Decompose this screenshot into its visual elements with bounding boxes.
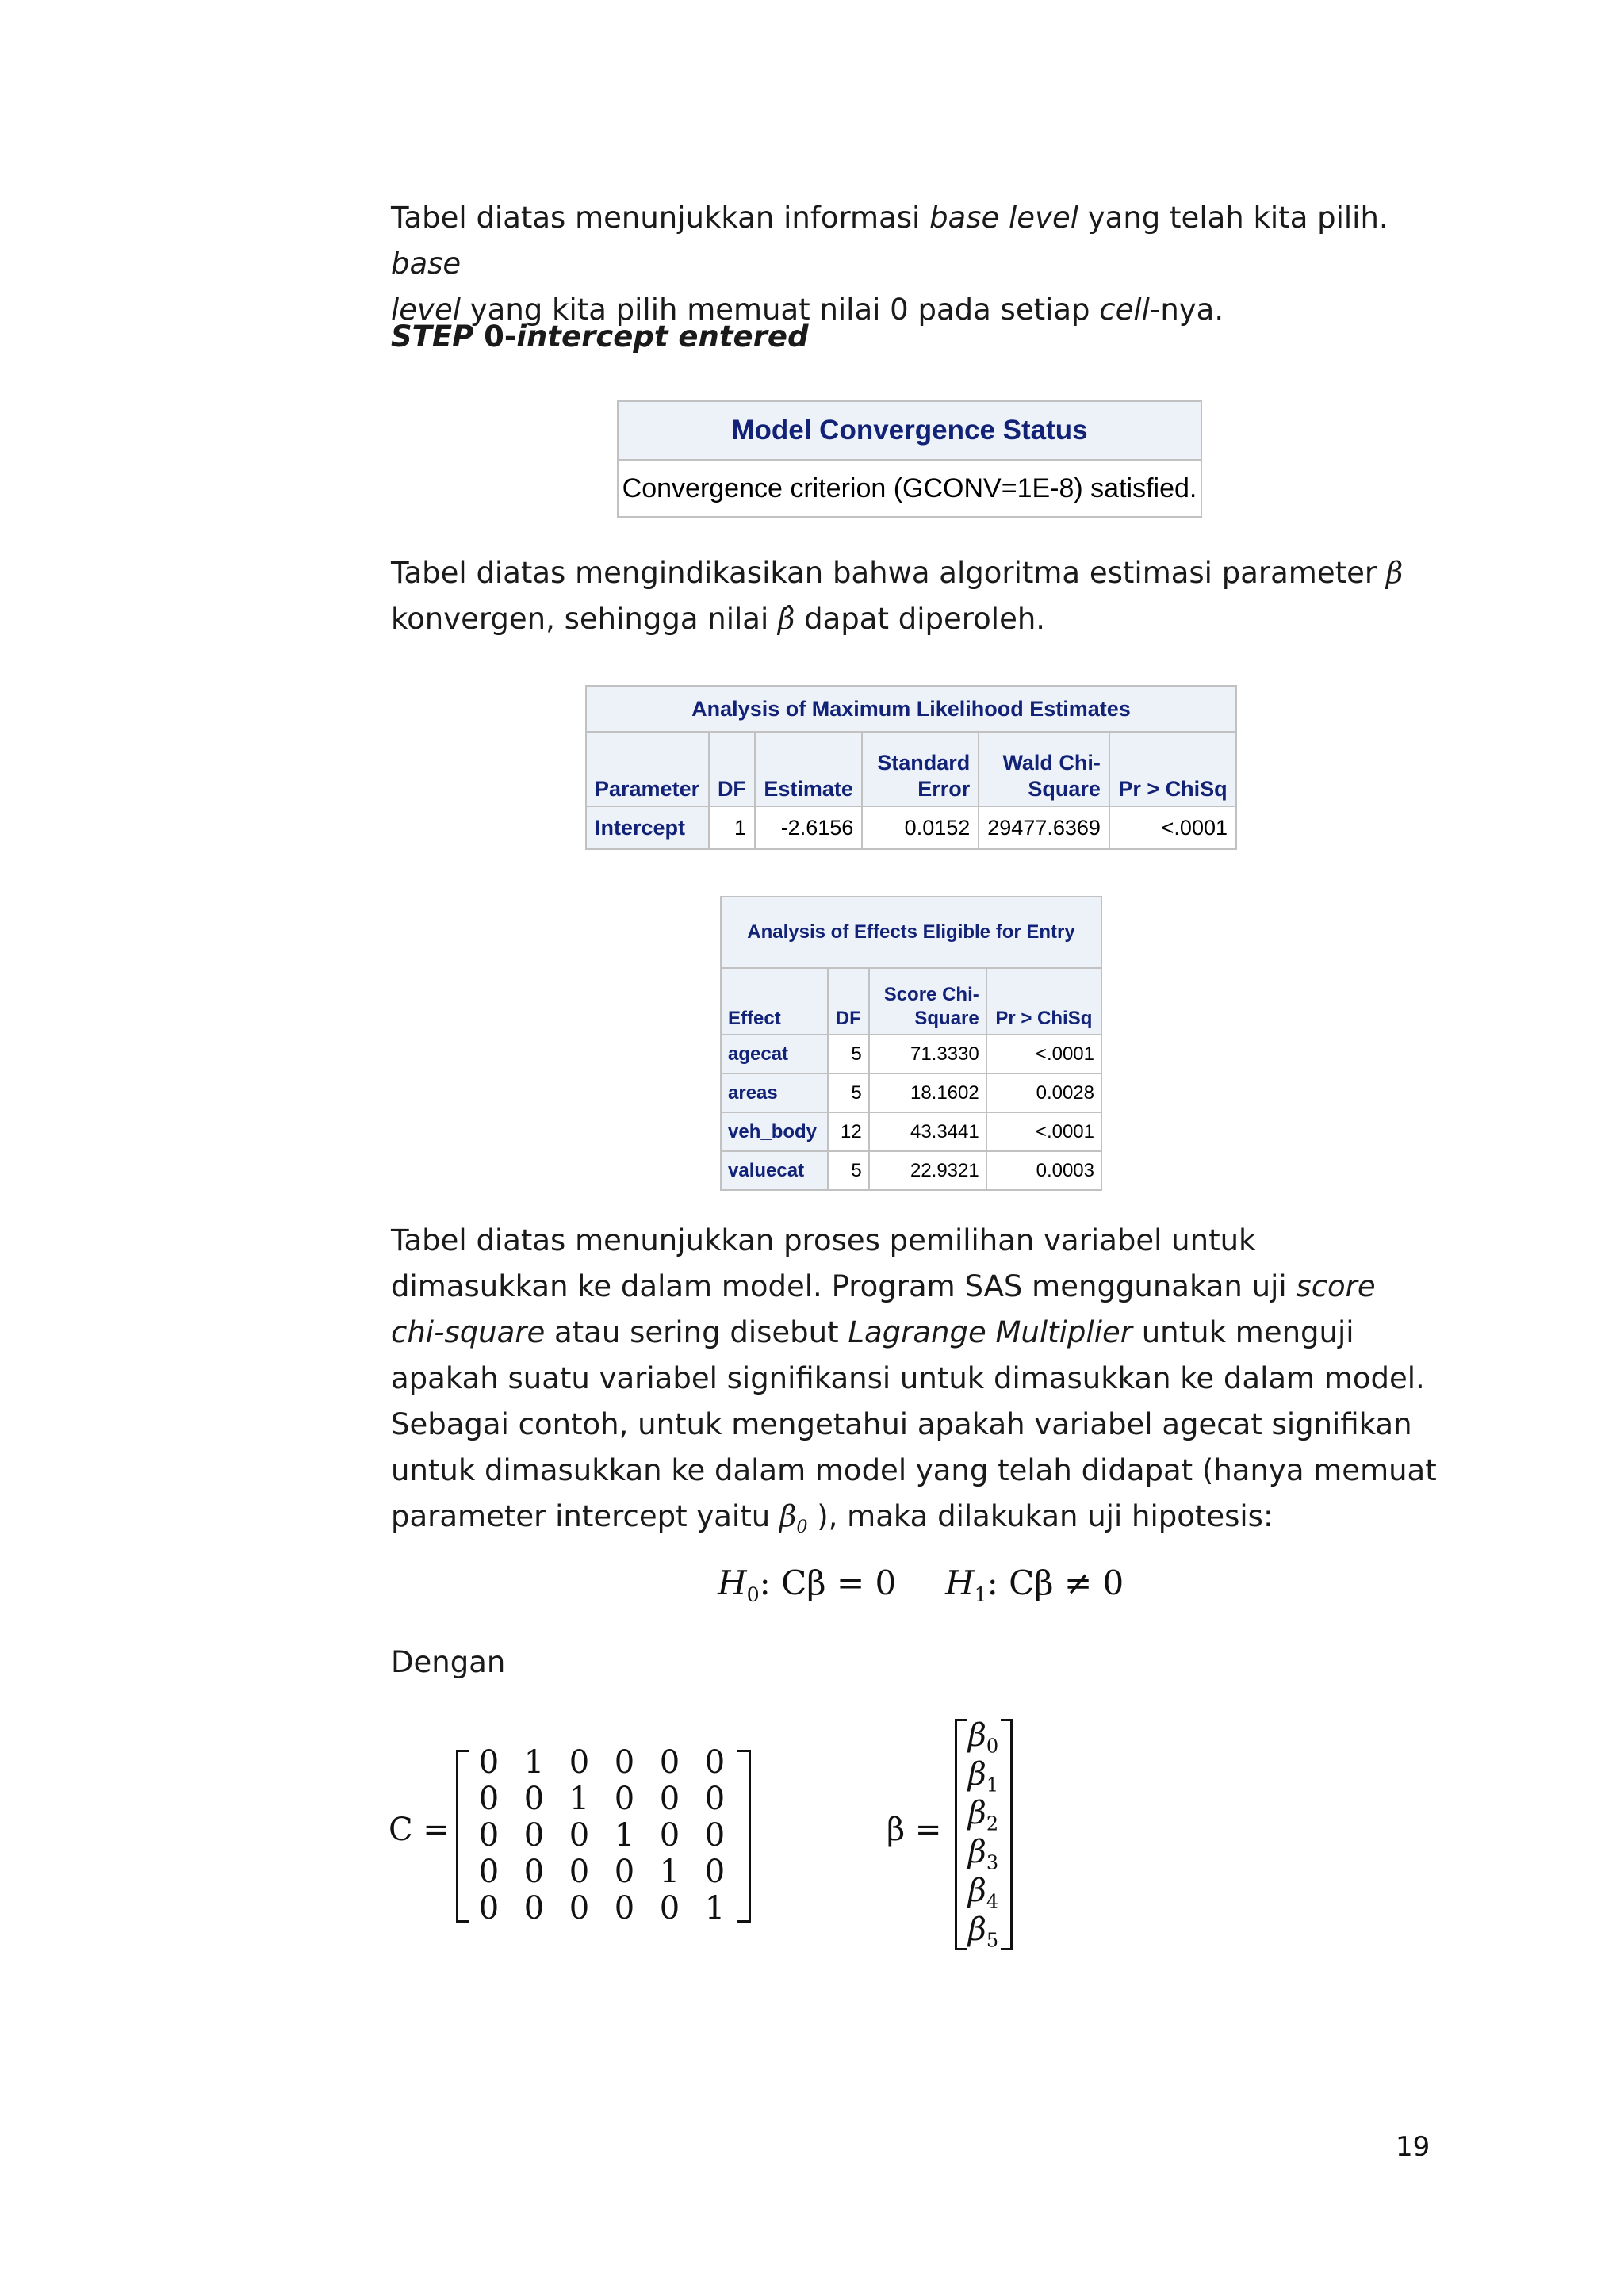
matrix-cell: 0 [659,1890,680,1927]
right-bracket [737,1750,751,1923]
beta-subscript: 0 [986,1735,999,1758]
matrix-cell: 0 [704,1854,726,1890]
model-convergence-table [617,400,1202,518]
beta-subscript: 2 [986,1812,999,1835]
heading-title: intercept entered [516,320,809,354]
table-title: Analysis of Maximum Likelihood Estimates [586,686,1236,732]
matrix-cell: 0 [704,1817,726,1854]
page-number: 19 [1396,2131,1431,2163]
text-run: yang telah kita pilih. [1078,201,1388,235]
matrix-c-label: C = [389,1812,450,1848]
beta-subscript: 1 [986,1774,999,1797]
h-subscript: 0 [746,1582,760,1606]
text-run: Tabel diatas menunjukkan proses pemilihan variabel untuk dimasukkan ke dalam model. Program SAS menggunakan uji [391,1223,1297,1303]
h-symbol: H [718,1563,747,1602]
table-title: Model Convergence Status [618,401,1201,460]
table-cell: 0.0028 [986,1073,1101,1112]
row-header: veh_body [721,1112,828,1151]
equation-rest: : Cβ = 0 [759,1563,897,1602]
matrix-cell: 0 [704,1781,726,1817]
table-cell: 71.3330 [869,1035,986,1073]
table-title: Analysis of Effects Eligible for Entry [721,897,1101,968]
column-header: Standard Error [862,732,979,806]
row-header: valuecat [721,1151,828,1190]
matrix-cell: 0 [569,1854,590,1890]
beta-hat-symbol: β̂ [778,602,795,636]
column-header: Pr > ChiSq [1109,732,1236,806]
table-cell: 29477.6369 [979,806,1109,849]
beta-subscript: 0 [796,1516,808,1537]
beta-subscript: 5 [986,1929,999,1952]
table-cell: <.0001 [986,1035,1101,1073]
vector-entry [961,1716,1005,1758]
table-row [721,1073,1101,1112]
table-cell: 18.1602 [869,1073,986,1112]
table-row [721,1035,1101,1073]
table-cell: <.0001 [986,1112,1101,1151]
matrix-cell: 0 [659,1817,680,1854]
matrix-cell: 0 [478,1817,500,1854]
heading-step: STEP [391,320,474,354]
matrix-cell: 0 [569,1890,590,1927]
vector-entry [961,1794,1005,1833]
table-cell: 12 [828,1112,869,1151]
text-run-italic: base level [929,201,1079,235]
table-row [721,1112,1101,1151]
matrix-cell: 0 [569,1744,590,1781]
alternative-hypothesis [945,1563,1124,1606]
row-header: agecat [721,1035,828,1073]
table-cell: 5 [828,1151,869,1190]
matrix-cell: 0 [569,1817,590,1854]
text-run: untuk menguji apakah suatu variabel signifikansi untuk dimasukkan ke dalam model. Sebagai contoh, untuk mengetahui apakah variabel agecat signifikan untuk dimasukkan ke dalam model yang telah didapat (hanya memuat parameter intercept yaitu [391,1315,1437,1533]
table-cell: 0.0003 [986,1151,1101,1190]
text-run-italic: base [391,247,462,281]
matrix-cell: 1 [569,1781,590,1817]
column-header: Pr > ChiSq [986,968,1101,1035]
beta-zero-symbol [779,1499,808,1537]
text-run: yang kita pilih memuat nilai 0 pada setiap [460,293,1100,327]
column-header: DF [709,732,755,806]
matrix-cell: 0 [478,1781,500,1817]
beta-symbol: β [1385,556,1404,590]
h-symbol: H [945,1563,975,1602]
table-cell: 0.0152 [862,806,979,849]
matrix-cell: 1 [614,1817,635,1854]
column-header: DF [828,968,869,1035]
matrix-cell: 1 [704,1890,726,1927]
beta-subscript: 4 [986,1890,999,1913]
null-hypothesis [718,1563,897,1606]
dengan-label: Dengan [391,1645,506,1679]
beta-char: β [967,1717,986,1754]
matrix-cell: 0 [614,1890,635,1927]
beta-char: β [967,1795,986,1831]
vector-entry [961,1833,1005,1872]
step-heading [391,314,1438,360]
table-row [721,1151,1101,1190]
vector-entry [961,1911,1005,1950]
h-subscript: 1 [974,1582,987,1606]
text-run: dapat diperoleh. [795,602,1046,636]
table-cell: -2.6156 [755,806,862,849]
text-run: atau sering disebut [545,1315,848,1349]
text-run: ), maka dilakukan uji hipotesis: [807,1499,1274,1533]
table-cell: 5 [828,1073,869,1112]
column-header: Wald Chi-Square [979,732,1109,806]
matrix-cell: 0 [659,1744,680,1781]
table-row [586,806,1236,849]
matrix-c-grid [466,1744,737,1927]
matrix-cell: 0 [523,1854,545,1890]
matrix-cell: 1 [523,1744,545,1781]
beta-char: β [967,1911,986,1948]
table-cell: <.0001 [1109,806,1236,849]
heading-number: 0- [473,320,517,354]
paragraph-score-test [391,1218,1438,1540]
text-run: konvergen, sehingga nilai [391,602,778,636]
matrix-cell: 0 [478,1854,500,1890]
text-run: Tabel diatas menunjukkan informasi [391,201,930,235]
vector-beta-label: β = [887,1812,942,1848]
max-likelihood-estimates-table [585,685,1237,850]
equation-rest: : Cβ ≠ 0 [986,1563,1124,1602]
matrix-cell: 0 [478,1890,500,1927]
beta-char: β [967,1834,986,1870]
text-run: Tabel diatas mengindikasikan bahwa algoritma estimasi parameter [391,556,1386,590]
text-run-italic: score chi-square [391,1269,1376,1349]
vector-beta-grid [961,1716,1005,1950]
vector-entry [961,1755,1005,1797]
matrix-cell: 1 [659,1854,680,1890]
matrix-cell: 0 [523,1817,545,1854]
matrix-cell: 0 [614,1781,635,1817]
matrix-cell: 0 [659,1781,680,1817]
matrix-cell: 0 [478,1744,500,1781]
column-header: Score Chi-Square [869,968,986,1035]
column-header: Estimate [755,732,862,806]
vector-entry [961,1872,1005,1911]
column-header: Parameter [586,732,709,806]
matrix-cell: 0 [523,1890,545,1927]
text-run-italic: Lagrange Multiplier [848,1315,1132,1349]
text-run: -nya. [1149,293,1224,327]
beta-char: β [967,1873,986,1909]
convergence-message: Convergence criterion (GCONV=1E-8) satisfied. [618,460,1201,517]
paragraph-base-level [391,195,1438,333]
text-run-italic: level [391,293,461,327]
beta-char: β [967,1756,986,1793]
table-cell: 5 [828,1035,869,1073]
row-header: Intercept [586,806,709,849]
paragraph-convergence [391,550,1438,642]
text-run-italic: cell [1099,293,1150,327]
column-header: Effect [721,968,828,1035]
beta-char: β [779,1499,797,1533]
table-cell: 22.9321 [869,1151,986,1190]
matrix-cell: 0 [614,1854,635,1890]
table-cell: 1 [709,806,755,849]
beta-subscript: 3 [986,1851,999,1874]
row-header: areas [721,1073,828,1112]
matrix-cell: 0 [523,1781,545,1817]
matrix-cell: 0 [614,1744,635,1781]
table-cell: 43.3441 [869,1112,986,1151]
effects-eligible-table [720,896,1102,1191]
matrix-cell: 0 [704,1744,726,1781]
